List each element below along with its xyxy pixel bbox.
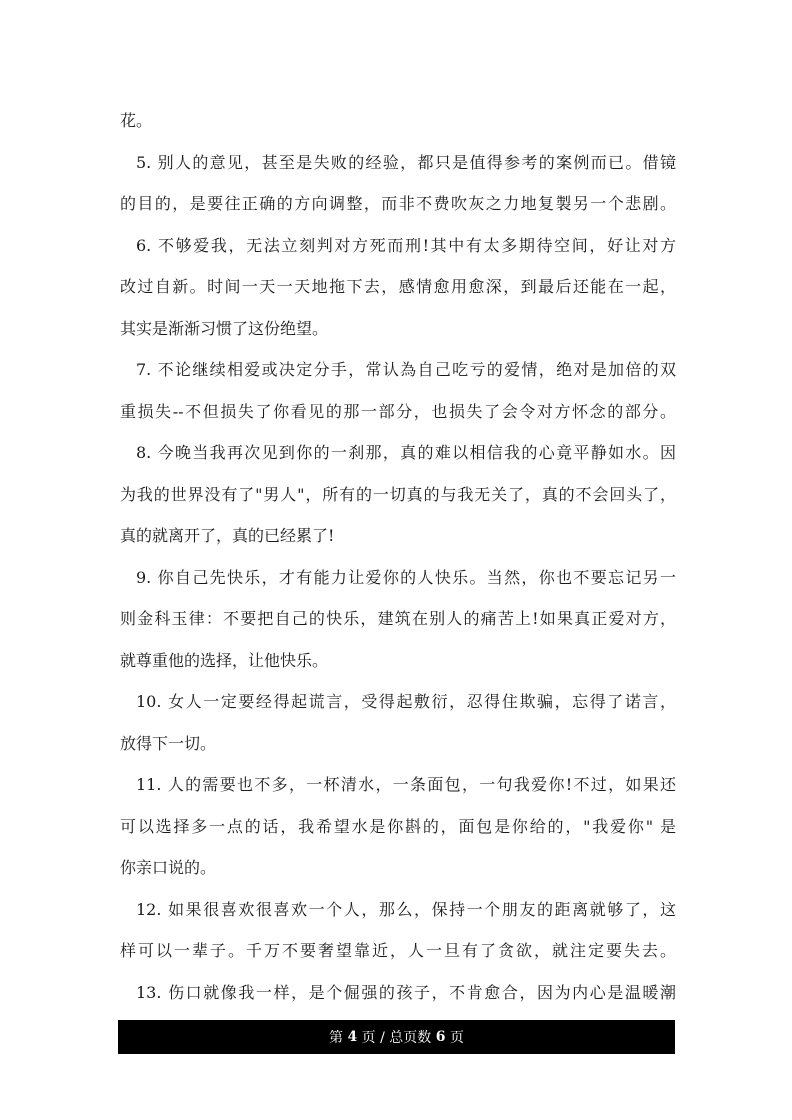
text-line: 可以选择多一点的话，我希望水是你斟的，面包是你给的，"我爱你" 是 [120, 816, 676, 836]
text-line: 的目的，是要往正确的方向调整，而非不费吹灰之力地复製另一个悲剧。 [120, 194, 676, 213]
paragraph [120, 100, 676, 142]
text-line: 则金科玉律：不要把自己的快乐，建筑在别人的痛苦上!如果真正爱对方， [120, 609, 676, 628]
paragraph-item-7 [120, 349, 676, 432]
text-line: 13. 伤口就像我一样，是个倔强的孩子，不肯愈合，因为内心是温暖潮 [136, 982, 676, 1002]
total-pages-number: 6 [435, 1029, 446, 1045]
text-line: 改过自新。时间一天一天地拖下去，感情愈用愈深，到最后还能在一起， [120, 277, 676, 296]
text-line: 就尊重他的选择，让他快乐。 [120, 650, 329, 670]
text-line: 8. 今晚当我再次见到你的一刹那，真的难以相信我的心竟平静如水。因 [136, 443, 676, 462]
paragraph-item-8 [120, 432, 676, 557]
footer-mid: 页 / 总页数 [357, 1030, 436, 1046]
page-footer [118, 1020, 675, 1054]
document-body [120, 100, 676, 1013]
text-line: 11. 人的需要也不多，一杯清水，一条面包，一句我爱你!不过，如果还 [136, 775, 676, 794]
text-line: 9. 你自己先快乐，才有能力让爱你的人快乐。当然，你也不要忘记另一 [136, 567, 676, 587]
text-line: 7. 不论继续相爱或决定分手，常认為自己吃亏的爱情，绝对是加倍的双 [136, 360, 676, 379]
footer-prefix: 第 [329, 1030, 348, 1046]
footer-suffix: 页 [445, 1030, 464, 1046]
text-line: 样可以一辈子。千万不要奢望靠近，人一旦有了贪欲，就注定要失去。 [120, 941, 676, 960]
text-line: 花。 [120, 111, 153, 130]
text-line: 为我的世界没有了"男人"，所有的一切真的与我无关了，真的不会回头了， [120, 484, 676, 504]
paragraph-item-11 [120, 764, 676, 889]
text-line: 你亲口说的。 [120, 858, 217, 877]
paragraph-item-10 [120, 681, 676, 764]
text-line: 重损失--不但损失了你看见的那一部分，也损失了会令对方怀念的部分。 [120, 401, 676, 421]
text-line: 放得下一切。 [120, 733, 217, 753]
paragraph-item-12 [120, 889, 676, 972]
text-line: 12. 如果很喜欢很喜欢一个人，那么，保持一个朋友的距离就够了，这 [136, 899, 676, 919]
text-line: 真的就离开了，真的已经累了! [120, 526, 335, 545]
text-line: 6. 不够爱我，无法立刻判对方死而刑!其中有太多期待空间，好让对方 [136, 235, 676, 255]
paragraph-item-13 [120, 972, 676, 1014]
paragraph-item-6 [120, 225, 676, 350]
text-line: 其实是渐渐习惯了这份绝望。 [120, 318, 329, 338]
current-page-number: 4 [347, 1029, 358, 1045]
text-line: 5. 别人的意见，甚至是失败的经验，都只是值得参考的案例而已。借镜 [136, 152, 676, 172]
text-line: 10. 女人一定要经得起谎言，受得起敷衍，忍得住欺骗，忘得了诺言， [136, 692, 676, 711]
paragraph-item-9 [120, 557, 676, 682]
paragraph-item-5 [120, 142, 676, 225]
